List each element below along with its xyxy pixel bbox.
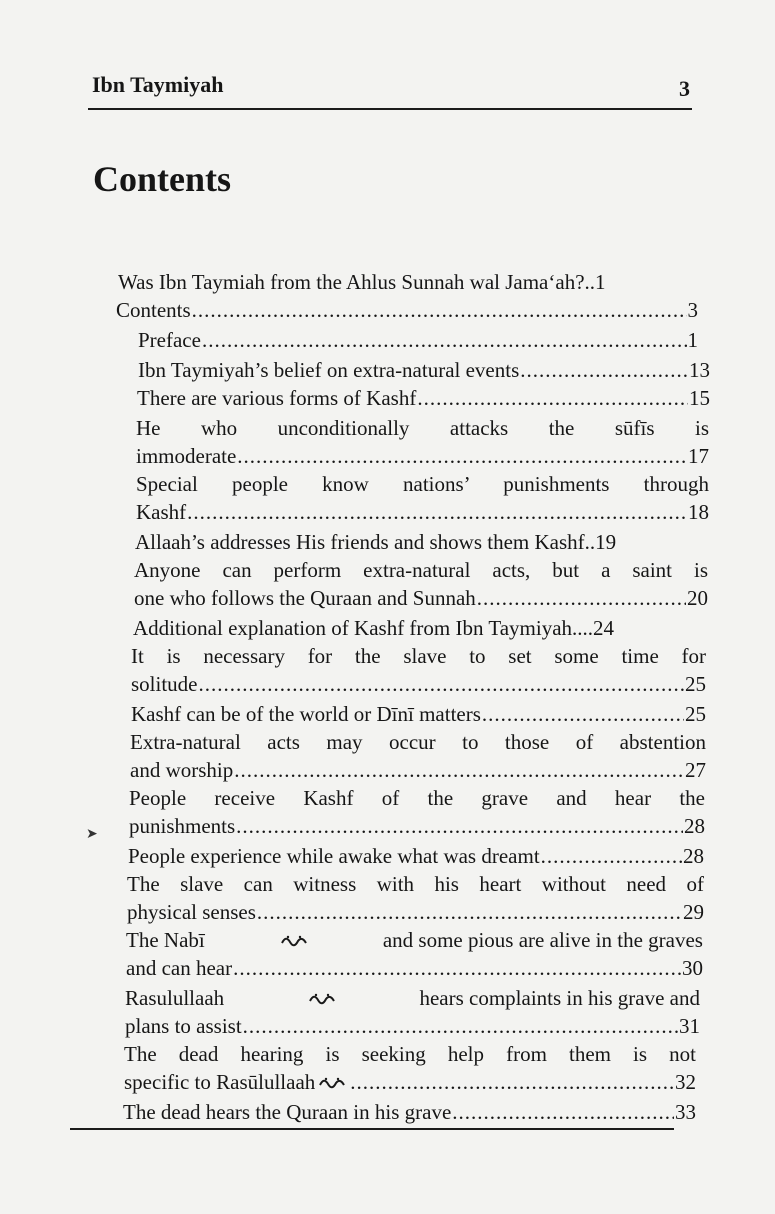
toc-entry-title: The dead hears the Quraan in his grave [123, 1100, 452, 1124]
dot-leader [257, 898, 682, 926]
toc-entry-title: It is necessary for the slave to set some time for [131, 644, 706, 668]
footer-rule [70, 1128, 674, 1130]
toc-entry-title: Rasulullaah [125, 986, 225, 1010]
contents-heading: Contents [93, 159, 232, 199]
toc-entry [130, 728, 706, 784]
dot-leader [417, 384, 688, 412]
toc-entry-title-cont: hears complaints in his grave and [419, 986, 700, 1010]
header-page-number: 3 [679, 76, 690, 101]
toc-entry [129, 784, 705, 840]
toc-entry-title: Additional explanation of Kashf from Ibn Taymiyah.... [133, 616, 594, 640]
toc-entry-page: 13 [689, 358, 710, 382]
toc-entry-page: 25 [685, 672, 706, 696]
toc-entry [131, 700, 706, 728]
toc-entry-page: 29 [683, 900, 704, 924]
toc-entry-title: Was Ibn Taymiah from the Ahlus Sunnah wal Jama‘ah?.. [118, 270, 596, 294]
toc-entry [126, 926, 703, 982]
toc-entry-title: Allaah’s addresses His friends and shows them Kashf.. [135, 530, 596, 554]
toc-entry-title-cont: punishments [129, 814, 236, 838]
toc-entry-page: 31 [679, 1014, 700, 1038]
toc-entry-page: 28 [683, 844, 704, 868]
toc-entry-title: The slave can witness with his heart without need of [127, 872, 704, 896]
dot-leader [482, 700, 684, 728]
toc-entry-title: People experience while awake what was dreamt [128, 844, 540, 868]
dot-leader [520, 356, 688, 384]
toc-entry-page: 19 [595, 530, 617, 554]
dot-leader [234, 756, 684, 784]
toc-entry-title: The Nabī [126, 928, 205, 952]
toc-entry [118, 268, 698, 296]
toc-entry-page: 28 [684, 814, 705, 838]
toc-entry-title: Anyone can perform extra-natural acts, but a saint is [134, 558, 708, 582]
toc-entry-title: Extra-natural acts may occur to those of abstention [130, 730, 706, 754]
dot-leader [452, 1098, 674, 1126]
toc-entry-title-cont: plans to assist [125, 1014, 242, 1038]
salutation-emblem-icon [308, 991, 336, 1005]
toc-entry [135, 528, 709, 556]
toc-entry-page: 15 [689, 386, 710, 410]
toc-entry [116, 296, 698, 324]
dot-leader [243, 1012, 678, 1040]
dot-leader [477, 584, 686, 612]
toc-entry-title: Kashf can be of the world or Dīnī matters [131, 702, 481, 726]
toc-entry-page: 20 [687, 586, 708, 610]
toc-entry [136, 470, 709, 526]
toc-entry-page: 1 [687, 328, 698, 352]
toc-entry-title: Ibn Taymiyah’s belief on extra-natural events [138, 358, 520, 382]
toc-entry-title-cont: and worship [130, 758, 234, 782]
toc-entry [128, 842, 704, 870]
dot-leader [237, 442, 687, 470]
toc-entry-title-cont: specific to Rasūlullaah [124, 1070, 316, 1094]
dot-leader [233, 954, 681, 982]
toc-entry-page: 1 [595, 270, 606, 294]
toc-entry-page: 17 [688, 444, 709, 468]
dot-leader [350, 1068, 674, 1096]
toc-entry [137, 384, 710, 412]
toc-entry [138, 356, 710, 384]
toc-entry-page: 32 [675, 1070, 696, 1094]
toc-entry-title: Preface [138, 328, 201, 352]
toc-entry-title: The dead hearing is seeking help from them is not [124, 1042, 696, 1066]
toc-entry-title-cont: immoderate [136, 444, 237, 468]
salutation-emblem-icon [318, 1075, 346, 1089]
dot-leader [202, 326, 687, 354]
toc-entry-page: 25 [685, 702, 706, 726]
dot-leader [199, 670, 685, 698]
toc-entry-page: 27 [685, 758, 706, 782]
toc-entry-page: 3 [687, 298, 698, 322]
margin-mark: ➤ [86, 827, 98, 842]
toc-entry-title-cont: physical senses [127, 900, 256, 924]
toc-entry-page: 24 [593, 616, 615, 640]
toc-entry-title-cont: solitude [131, 672, 198, 696]
toc-entry-title: There are various forms of Kashf [137, 386, 417, 410]
dot-leader [541, 842, 682, 870]
dot-leader [236, 812, 683, 840]
toc-entry-page: 18 [688, 500, 709, 524]
toc-entry [136, 414, 709, 470]
toc-entry-title: Special people know nations’ punishments through [136, 472, 709, 496]
dot-leader [192, 296, 687, 324]
salutation-emblem-icon [280, 933, 308, 947]
toc-entry [123, 1098, 696, 1126]
dot-leader [187, 498, 687, 526]
toc-entry [124, 1040, 696, 1096]
toc-entry [125, 984, 700, 1040]
toc-entry-title-cont: one who follows the Quraan and Sunnah [134, 586, 476, 610]
toc-entry [131, 642, 706, 698]
toc-entry [134, 556, 708, 612]
toc-entry-title-cont: Kashf [136, 500, 187, 524]
toc-entry-title-cont: and some pious are alive in the graves [382, 928, 703, 952]
toc-entry-title: People receive Kashf of the grave and hear the [129, 786, 705, 810]
header-title: Ibn Taymiyah [92, 72, 224, 97]
toc-entry [138, 326, 698, 354]
toc-entry-page: 30 [682, 956, 703, 980]
toc-entry-page: 33 [675, 1100, 696, 1124]
toc-entry-title: He who unconditionally attacks the sūfīs is [136, 416, 709, 440]
toc-entry-title: Contents [116, 298, 191, 322]
toc-entry [127, 870, 704, 926]
toc-entry-title-cont: and can hear [126, 956, 233, 980]
toc-entry [133, 614, 708, 642]
